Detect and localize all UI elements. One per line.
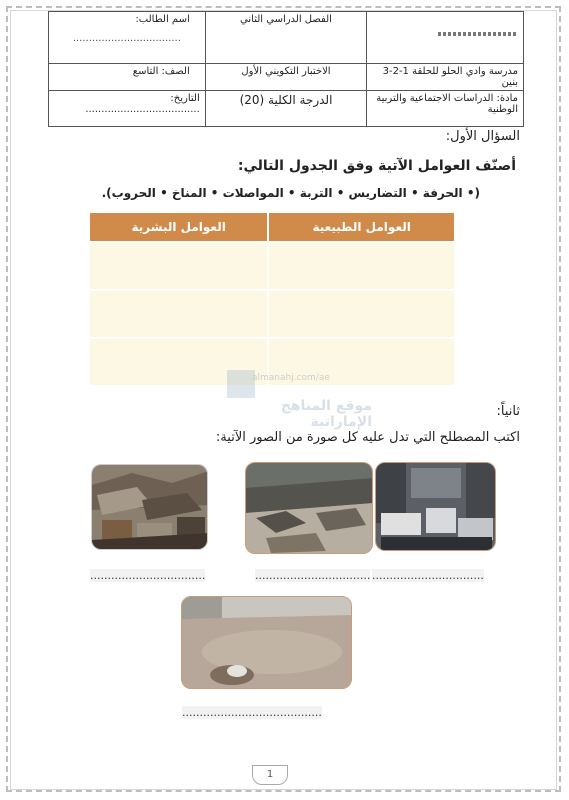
- question1-title: السؤال الأول:: [445, 129, 520, 144]
- grade-level: الصف: التاسع: [132, 66, 190, 77]
- header-table: [48, 11, 524, 127]
- answer-line-2[interactable]: .................................: [255, 569, 371, 582]
- tsunami-photo: [245, 462, 373, 554]
- watermark-url: almanahj.com/ae: [252, 373, 330, 383]
- question2-instruction: اكتب المصطلح التي تدل عليه كل صورة من الصور الآتية:: [215, 430, 520, 445]
- sewage-photo: [181, 596, 352, 689]
- grade-level-cell: [49, 64, 206, 91]
- school-name-cell: [367, 64, 524, 91]
- total-grade: الدرجة الكلية (20): [239, 93, 333, 107]
- date-field[interactable]: التاريخ: ....................................: [85, 93, 200, 115]
- question1-instruction: أصنّف العوامل الآتية وفق الجدول التالي:: [237, 158, 516, 174]
- school-name: مدرسة وادي الحلو للحلقة 1-2-3 بنين: [382, 66, 518, 88]
- watermark-logo-icon: [227, 370, 255, 398]
- answer-line-3[interactable]: ................................: [372, 569, 484, 582]
- table-cell-human-1[interactable]: [89, 242, 268, 290]
- answer-line-1[interactable]: .................................: [90, 569, 206, 582]
- school-logo-cell: [367, 12, 524, 64]
- student-name-label: اسم الطالب:: [135, 14, 190, 25]
- answer-line-4[interactable]: ........................................: [182, 706, 322, 719]
- traffic-photo: [375, 462, 496, 551]
- watermark-text: موقع المناهج الإماراتية: [280, 398, 372, 430]
- table-cell-natural-2[interactable]: [268, 290, 455, 338]
- school-logo: [438, 32, 518, 36]
- site-watermark: [222, 370, 372, 430]
- factors-table: [88, 211, 456, 387]
- total-grade-cell: [205, 91, 367, 127]
- semester-text: الفصل الدراسي الثاني: [240, 14, 332, 25]
- student-name-cell: [49, 12, 206, 64]
- exam-type-cell: [205, 64, 367, 91]
- question2-title: ثانياً:: [496, 404, 520, 419]
- human-factors-header: العوامل البشرية: [89, 212, 268, 242]
- semester-cell: [205, 12, 367, 64]
- exam-type: الاختبار التكويني الأول: [241, 66, 331, 77]
- page-number: 1: [252, 765, 288, 785]
- table-cell-human-2[interactable]: [89, 290, 268, 338]
- subject-cell: [367, 91, 524, 127]
- natural-factors-header: العوامل الطبيعية: [268, 212, 455, 242]
- student-name-field[interactable]: ..................................: [72, 33, 181, 44]
- table-cell-natural-1[interactable]: [268, 242, 455, 290]
- date-cell: [49, 91, 206, 127]
- question1-items: (• الحرفة • التضاريس • التربة • المواصلات • المناخ • الحروب).: [101, 186, 480, 200]
- subject-label: مادة: الدراسات الاجتماعية والتربية الوطنية: [376, 93, 518, 115]
- slum-photo: [91, 464, 208, 550]
